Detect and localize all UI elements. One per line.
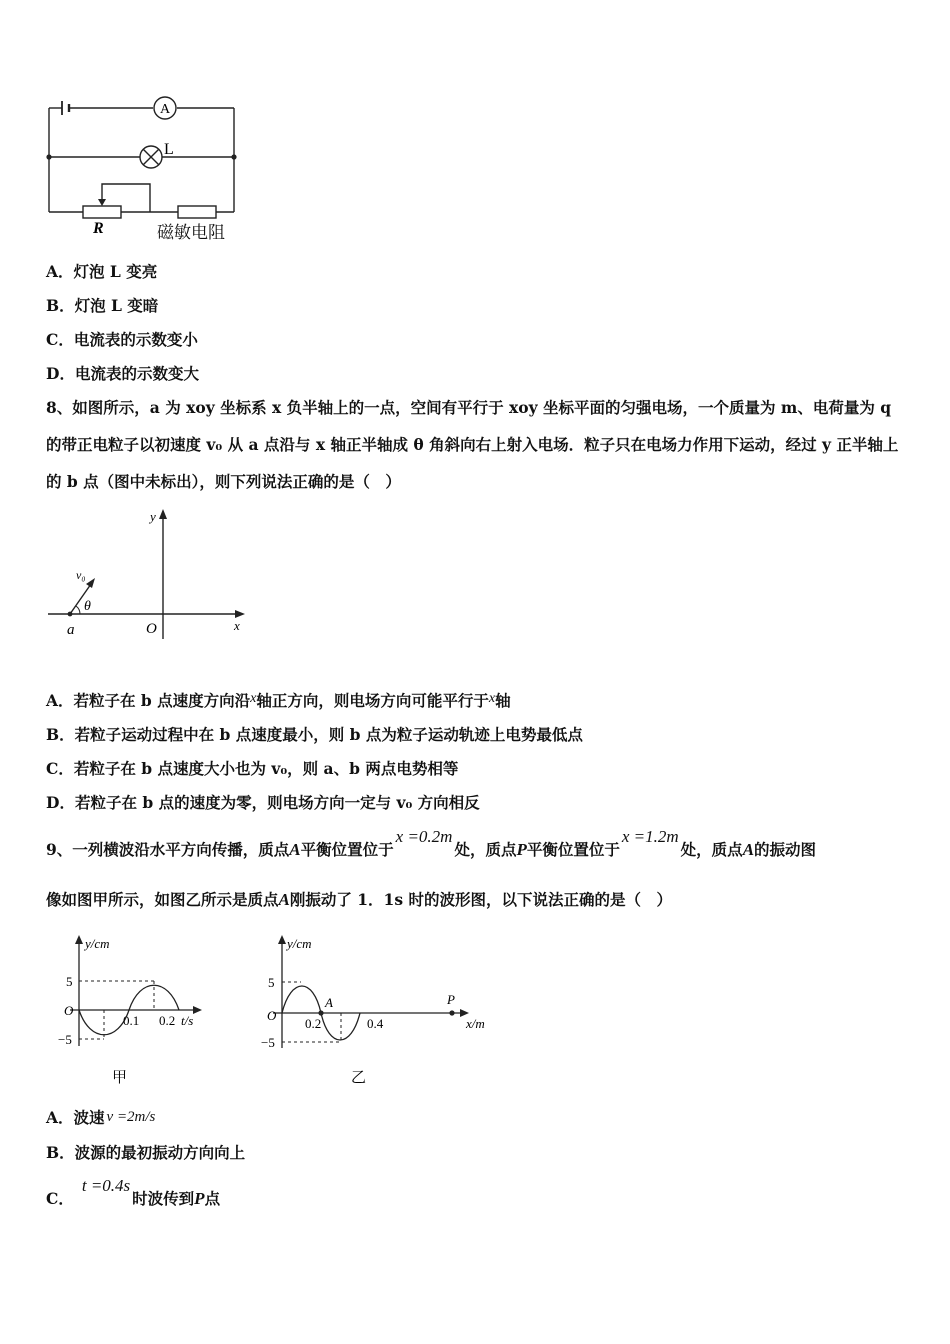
q8-stem: 8、如图所示，a 为 xoy 坐标系 x 负半轴上的一点，空间有平行于 xoy 坐标平面的匀强电场，一个质量为 m、电荷量为 q 的带正电粒子以初速度 v₀ 从 a 点沿与 x 轴正半轴成 θ 角斜向右上射入电场．粒子只在电场力作用下运动，经过 y 正半轴上的 b 点（图中未标出），则下列说法正确的是（ ）: [46, 398, 899, 491]
rheostat-label: R: [93, 220, 104, 237]
y-axis-label: y: [150, 509, 156, 524]
point-a-label: A: [325, 995, 333, 1010]
origin-label: O: [146, 621, 157, 637]
xA-formula: x =0.2m: [395, 827, 453, 846]
xP-formula: x =1.2m: [621, 827, 679, 846]
q8-option-d: D．若粒子在 b 点的速度为零，则电场方向一定与 v₀ 方向相反: [46, 793, 480, 812]
point-p-label: P: [447, 992, 455, 1007]
vibration-graph-jia: [50, 930, 220, 1090]
q7-option-a: A．灯泡 L 变亮: [46, 262, 158, 281]
point-a-label: a: [67, 622, 75, 638]
caption-jia: 甲: [112, 1070, 128, 1086]
tick-5: 5: [268, 975, 275, 990]
lamp-label: L: [164, 141, 174, 158]
tick-minus5: −5: [261, 1035, 275, 1050]
tick-0.4: 0.4: [367, 1016, 384, 1031]
q7-option-d: D．电流表的示数变大: [46, 364, 199, 383]
origin-label: O: [267, 1008, 277, 1023]
q9-option-b: B．波源的最初振动方向向上: [46, 1143, 246, 1162]
q9-stem-line1: 9、一列横波沿水平方向传播，质点A平衡位置位于x =0.2m处，质点P平衡位置位于x =1.2m处，质点A的振动图: [46, 827, 817, 859]
t-axis-label: t/s: [181, 1013, 194, 1028]
tick-0.2: 0.2: [159, 1013, 176, 1028]
velocity-label: v₀: [76, 568, 86, 582]
y-axis-label: y/cm: [85, 936, 110, 951]
ammeter-label: A: [159, 102, 171, 117]
q9-option-c: C．t =0.4s时波传到P点: [46, 1176, 221, 1208]
q8-coordinate-figure: [40, 505, 255, 645]
tick-5: 5: [66, 974, 73, 989]
q7-option-b: B．灯泡 L 变暗: [46, 296, 159, 315]
q9-option-a: A．波速 v =2m/s: [46, 1108, 156, 1127]
q8-option-a: A．若粒子在 b 点速度方向沿x轴正方向，则电场方向可能平行于x轴: [46, 691, 511, 710]
y-axis-arrow-icon: [159, 509, 167, 519]
wave-speed-formula: v =2m/s: [106, 1109, 156, 1125]
origin-label: O: [64, 1003, 74, 1018]
tick-minus5: −5: [58, 1032, 72, 1047]
x-axis-label: x: [234, 618, 240, 633]
velocity-arrow-icon: [86, 578, 95, 588]
q8-option-b: B．若粒子运动过程中在 b 点速度最小，则 b 点为粒子运动轨迹上电势最低点: [46, 725, 583, 744]
q9-stem-line2: 像如图甲所示，如图乙所示是质点A刚振动了 1．1s 时的波形图，以下说法正确的是（ ）: [46, 890, 672, 909]
y-axis-label: y/cm: [287, 936, 312, 951]
slider-arrow-icon: [98, 199, 106, 206]
caption-yi: 乙: [351, 1070, 367, 1086]
x-axis-arrow-icon: [235, 610, 245, 618]
time-formula: t =0.4s: [81, 1176, 131, 1195]
magnetoresistor-label: 磁敏电阻: [157, 223, 225, 243]
tick-0.2: 0.2: [305, 1016, 322, 1031]
q8-option-c: C．若粒子在 b 点速度大小也为 v₀，则 a、b 两点电势相等: [46, 759, 459, 778]
tick-0.1: 0.1: [123, 1013, 140, 1028]
y-axis-arrow-icon: [75, 935, 83, 944]
angle-label: θ: [84, 599, 91, 614]
waveform-graph-yi: [255, 930, 505, 1090]
x-axis-label: x/m: [466, 1016, 485, 1031]
t-axis-arrow-icon: [193, 1006, 202, 1014]
q7-option-c: C．电流表的示数变小: [46, 330, 198, 349]
y-axis-arrow-icon: [278, 935, 286, 944]
